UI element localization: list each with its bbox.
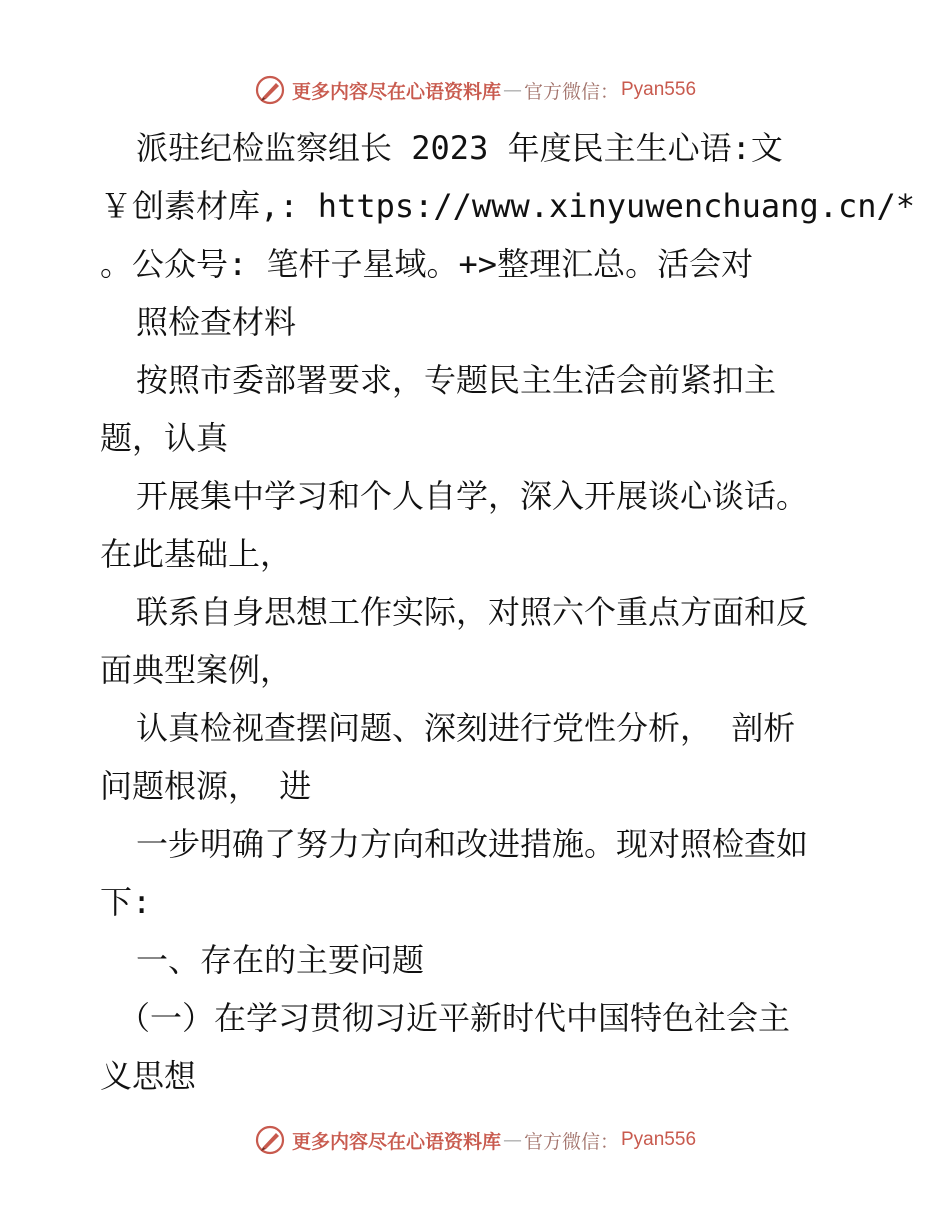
section-heading: 一、存在的主要问题	[136, 941, 425, 979]
text-line: 派驻纪检监察组长 2023 年度民主生心语:文	[136, 129, 783, 167]
banner-dash: —	[502, 79, 522, 101]
text-line: 照检查材料	[136, 303, 297, 341]
banner-dash: —	[502, 1129, 522, 1151]
pen-logo-icon	[254, 74, 286, 106]
header-watermark	[0, 70, 950, 110]
text-line: 义思想	[100, 1057, 197, 1095]
text-line: 联系自身思想工作实际，对照六个重点方面和反	[136, 593, 809, 631]
pen-logo-icon	[254, 1124, 286, 1156]
text-line: 开展集中学习和个人自学，深入开展谈心谈话。	[136, 477, 809, 515]
banner-main-text: 更多内容尽在心语资料库	[291, 1130, 501, 1153]
banner-wechat-id: Pyan556	[621, 79, 697, 100]
text-line: 在此基础上，	[100, 535, 293, 573]
text-line: 面典型案例，	[100, 651, 293, 689]
banner-label: 官方微信：	[523, 80, 619, 103]
footer-watermark	[0, 1120, 950, 1160]
text-line: 。公众号: 笔杆子星域。+>整理汇总。活会对	[100, 245, 754, 283]
banner-wechat-id: Pyan556	[621, 1129, 697, 1150]
banner-label: 官方微信：	[523, 1130, 619, 1153]
subsection-heading: （一）在学习贯彻习近平新时代中国特色社会主	[118, 999, 791, 1037]
text-line: 题，认真	[100, 419, 229, 457]
text-line: 问题根源， 进	[100, 767, 312, 805]
banner-main-text: 更多内容尽在心语资料库	[291, 80, 501, 103]
text-line: 下:	[100, 883, 152, 921]
text-line: ￥创素材库,: https://www.xinyuwenchuang.cn/*	[100, 187, 916, 225]
text-line: 按照市委部署要求，专题民主生活会前紧扣主	[136, 361, 777, 399]
text-line: 一步明确了努力方向和改进措施。现对照检查如	[136, 825, 809, 863]
text-line: 认真检视查摆问题、深刻进行党性分析， 剖析	[136, 709, 796, 747]
